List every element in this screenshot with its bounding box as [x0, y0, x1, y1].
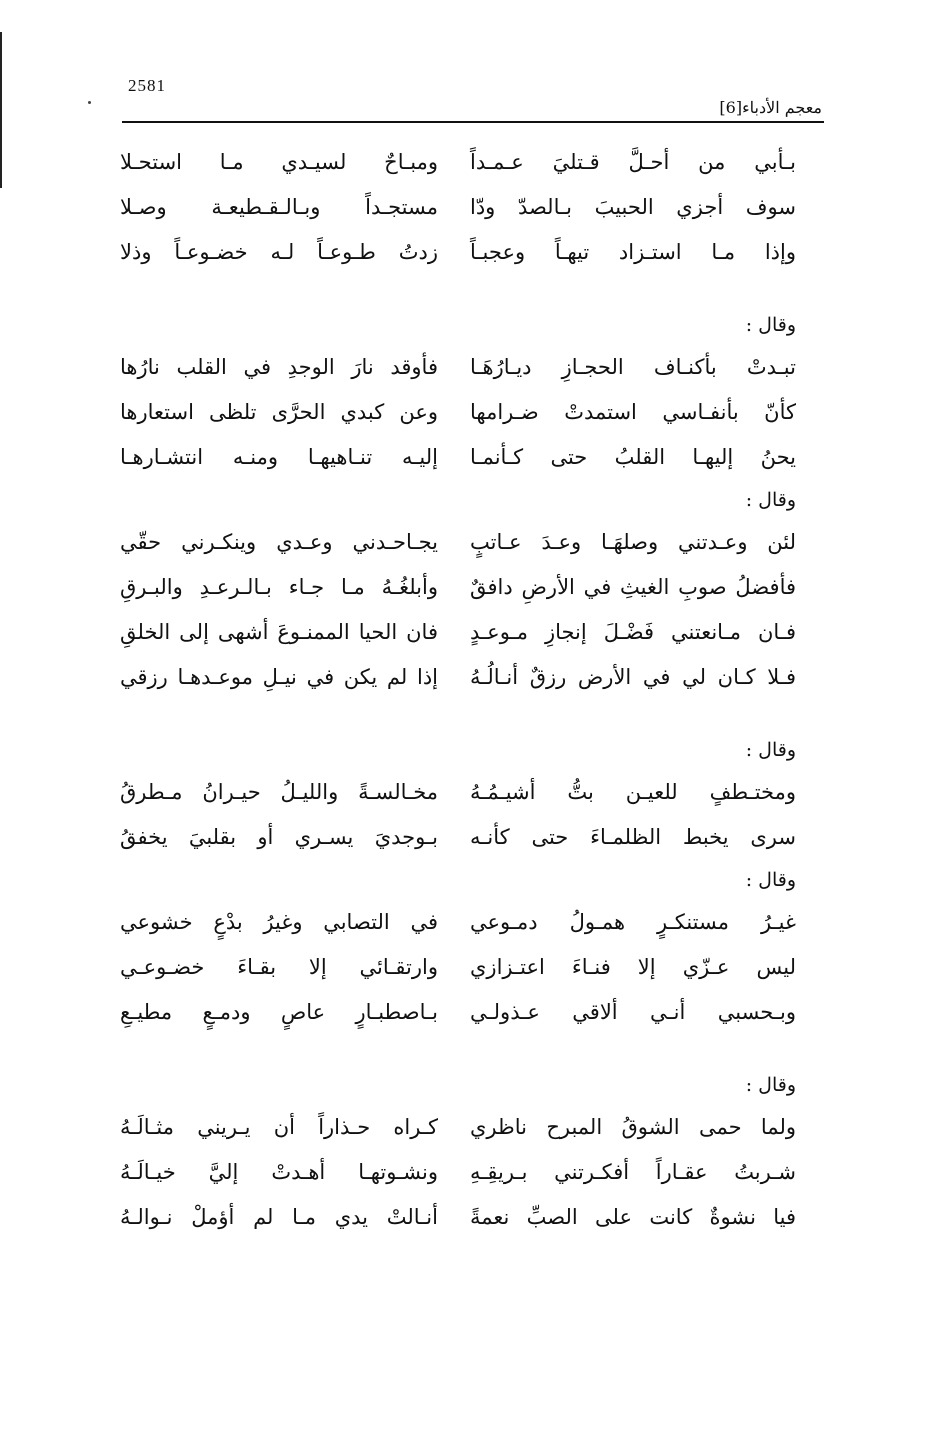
second-hemistich: فان الحيا الممنـوعَ أشهى إلى الخلقِ: [120, 620, 438, 644]
verse-line: [120, 945, 826, 990]
second-hemistich: ونشـوتهـا أهـدتْ إليَّ خيـالَـهُ: [120, 1160, 438, 1184]
first-hemistich: سرى يخبط الظلمـاءَ حتى كأنـه: [470, 825, 796, 849]
page-number: 2581: [128, 76, 166, 95]
second-hemistich: يجـاحـدني وعـدي وينكـرني حقّي: [120, 530, 438, 554]
running-header-title: معجم الأدباء[6]: [719, 98, 822, 117]
first-hemistich: وإذا مـا استـزاد تيهـاً وعجبـاً: [470, 240, 796, 264]
second-hemistich: مستجـداً وبـالـقـطيعـة وصـلا: [120, 195, 438, 219]
first-hemistich: لئن وعـدتني وصلهَـا وعـدَ عـاتبٍ: [470, 530, 796, 554]
second-hemistich: إذا لم يكن في نيـلِ موعـدهـا رزقي: [120, 665, 438, 689]
second-hemistich: وعن كبدي الحرَّى تلظى استعارها: [120, 400, 438, 424]
first-hemistich: شـربتُ عقـاراً أفكـرتني بـريقِـهِ: [470, 1160, 796, 1184]
first-hemistich: فـان مـانعتني فَضْـلَ إنجازِ مـوعـدٍ: [470, 620, 796, 644]
poem-intro: وقال :: [745, 1074, 796, 1096]
poem-block: [120, 305, 826, 480]
header-rule: [122, 121, 824, 123]
verse-line: [120, 770, 826, 815]
poem-intro: وقال :: [745, 314, 796, 336]
verse-line: [120, 990, 826, 1035]
first-hemistich: كأنّ بأنفـاسي استمدتْ ضـرامها: [470, 400, 796, 424]
verse-line: [120, 1150, 826, 1195]
second-hemistich: في التصابي وغيرُ بدْعٍ خشوعي: [120, 910, 438, 934]
second-hemistich: ومبـاحٌ لسيـدي مـا استحـلا: [120, 150, 438, 174]
poem-block: [120, 140, 826, 275]
verse-line: [120, 655, 826, 700]
verse-line: [120, 230, 826, 275]
first-hemistich: ليس عـزّي إلا فنـاءَ اعتـزازي: [470, 955, 796, 979]
verse-line: [120, 1105, 826, 1150]
poem-content: [120, 140, 826, 1240]
second-hemistich: مخـالسـةً والليـلُ حيـرانُ مـطرقُ: [120, 780, 438, 804]
verse-line: [120, 140, 826, 185]
first-hemistich: فـلا كـان لي في الأرض رزقٌ أنـالُـهُ: [470, 665, 796, 689]
verse-line: [120, 1195, 826, 1240]
poem-intro: وقال :: [745, 869, 796, 891]
second-hemistich: بـوجديَ يسـري أو بقلبيَ يخفقُ: [120, 825, 438, 849]
second-hemistich: زدتُ طـوعـاً لـه خضـوعـاً وذلا: [120, 240, 438, 264]
verse-line: [120, 815, 826, 860]
first-hemistich: وبـحسبي أنـي ألاقي عـذولـي: [470, 1000, 796, 1024]
verse-line: [120, 610, 826, 655]
first-hemistich: فيا نشوةٌ كانت على الصبِّ نعمةً: [470, 1205, 796, 1229]
second-hemistich: فأوقد نارَ الوجدِ في القلب نارُها: [120, 355, 438, 379]
verse-line: [120, 520, 826, 565]
verse-line: [120, 390, 826, 435]
first-hemistich: فأفضلُ صوبِ الغيثِ في الأرضِ دافقٌ: [470, 575, 796, 599]
first-hemistich: بـأبي من أحـلَّ قـتليَ عـمـداً: [470, 150, 796, 174]
poem-block: [120, 730, 826, 860]
poem-block: [120, 860, 826, 1035]
verse-line: [120, 900, 826, 945]
verse-line: [120, 345, 826, 390]
second-hemistich: إليـه تنـاهيهـا ومنـه انتشـارهـا: [120, 445, 438, 469]
first-hemistich: يحنُ إليهـا القلبُ حتى كـأنمـا: [470, 445, 796, 469]
first-hemistich: تبـدتْ بأكنـاف الحجـازِ ديـارُهَـا: [470, 355, 796, 379]
second-hemistich: أنـالتْ يدي مـا لم أؤملْ نـوالـهُ: [120, 1205, 438, 1229]
poem-block: [120, 1065, 826, 1240]
first-hemistich: سوف أجزي الحبيبَ بـالصدّ ودّا: [470, 195, 796, 219]
second-hemistich: وارتقـائي إلا بقـاءَ خضـوعـي: [120, 955, 438, 979]
second-hemistich: وأبلغُـهُ مـا جـاء بـالـرعـدِ والبـرقِ: [120, 575, 438, 599]
second-hemistich: بـاصطبـارٍ عاصٍ ودمـعٍ مطيـعِ: [120, 1000, 438, 1024]
scan-edge-line: [0, 32, 2, 188]
poem-block: [120, 480, 826, 700]
verse-line: [120, 435, 826, 480]
first-hemistich: ولما حمى الشوقُ المبرح ناظري: [470, 1115, 796, 1139]
verse-line: [120, 185, 826, 230]
second-hemistich: كـراه حـذاراً أن يـريني مثـالَـهُ: [120, 1115, 438, 1139]
first-hemistich: غيـرُ مستنكـرٍ همـولُ دمـوعي: [470, 910, 796, 934]
poem-intro: وقال :: [745, 739, 796, 761]
verse-line: [120, 565, 826, 610]
poem-intro: وقال :: [745, 489, 796, 511]
first-hemistich: ومختـطفٍ للعيـن بتُّ أشيـمُـهُ: [470, 780, 796, 804]
scan-speck: [88, 101, 91, 104]
